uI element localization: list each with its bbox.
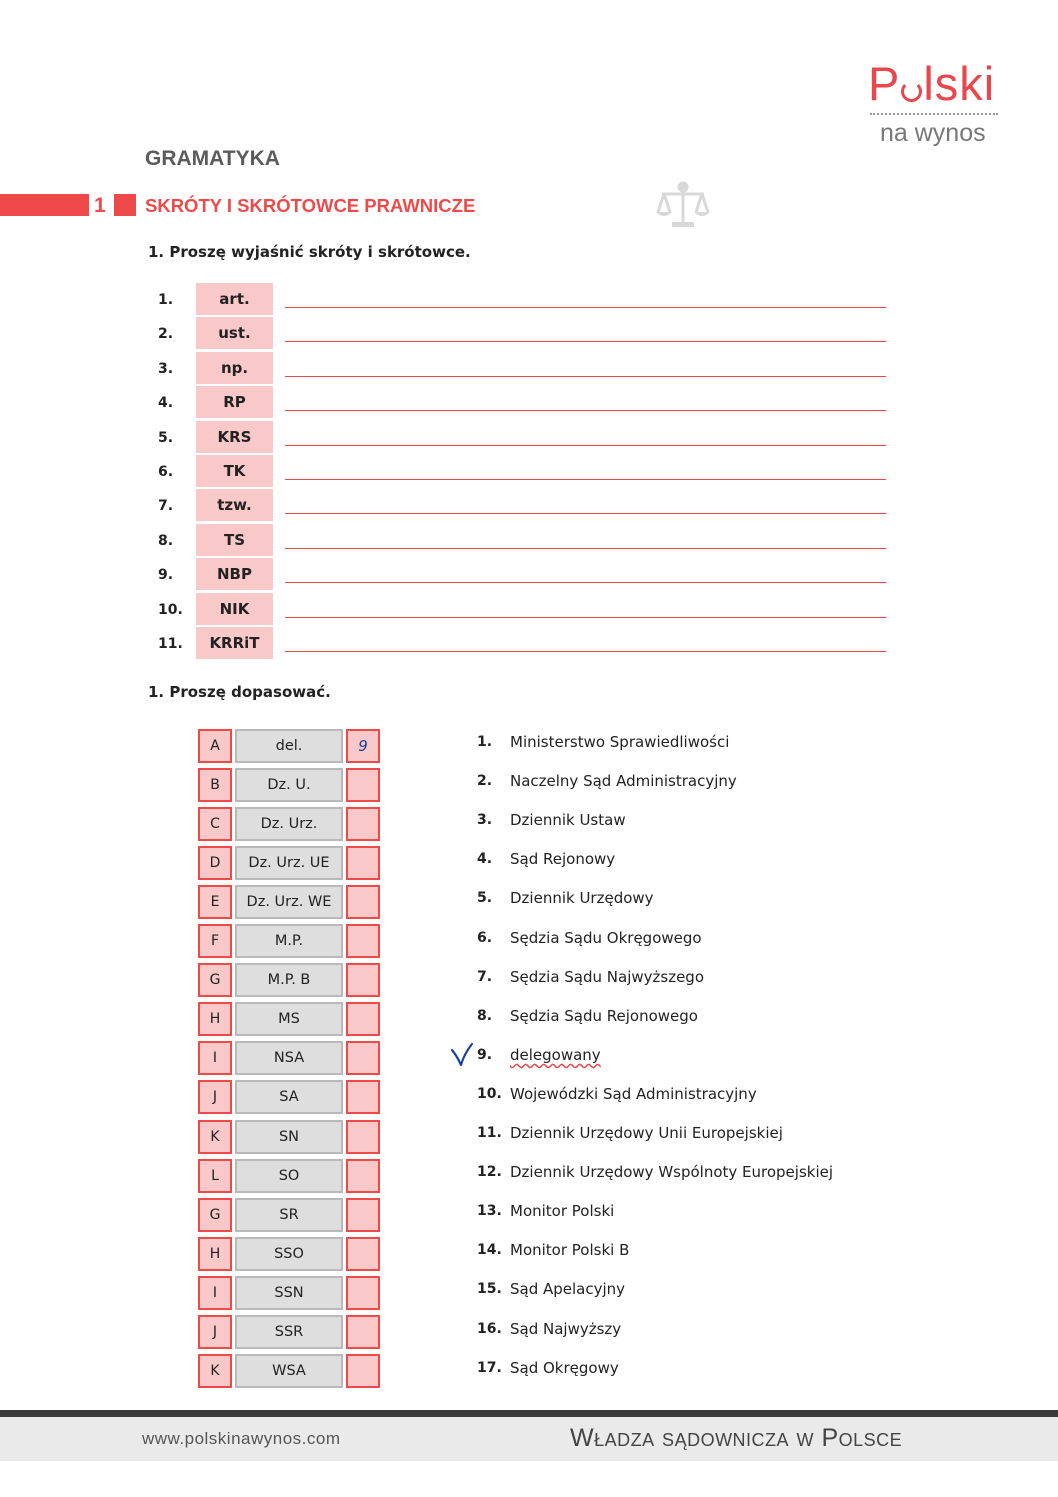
- abbr-item-number: 2.: [158, 326, 174, 343]
- definition-text: Dziennik Urzędowy Unii Europejskiej: [510, 1124, 783, 1142]
- answer-line[interactable]: [285, 548, 886, 549]
- definition-text: Sędzia Sądu Rejonowego: [510, 1006, 698, 1025]
- footer-url[interactable]: www.polskinawynos.com: [142, 1429, 341, 1448]
- match-letter: E: [198, 885, 232, 919]
- section-bar: [0, 194, 89, 216]
- match-abbr: SA: [235, 1080, 343, 1114]
- definition-number: 3.: [477, 812, 493, 829]
- abbr-item-number: 4.: [158, 395, 174, 412]
- brand-logo: [866, 58, 1001, 150]
- answer-box[interactable]: [346, 963, 380, 997]
- abbr-item-number: 11.: [158, 636, 183, 652]
- match-letter: L: [198, 1159, 232, 1193]
- definition-text: Sąd Najwyższy: [510, 1319, 622, 1338]
- definition-number: 7.: [477, 968, 493, 985]
- answer-line[interactable]: [285, 410, 886, 411]
- abbr-item-number: 5.: [158, 429, 174, 446]
- definition-text: delegowany: [510, 1045, 601, 1064]
- answer-box[interactable]: [346, 1041, 380, 1075]
- abbr-term: TS: [196, 524, 273, 556]
- answer-line[interactable]: [285, 617, 886, 618]
- definition-text: Monitor Polski: [510, 1202, 615, 1221]
- task1-instruction: 1. Proszę wyjaśnić skróty i skrótowce.: [148, 243, 471, 261]
- answer-box[interactable]: [346, 1080, 380, 1114]
- match-letter: J: [198, 1080, 232, 1114]
- definition-text: Sąd Apelacyjny: [510, 1280, 626, 1299]
- answer-line[interactable]: [285, 651, 886, 652]
- answer-box[interactable]: [346, 885, 380, 919]
- definition-number: 1.: [477, 734, 493, 750]
- definition-text: Monitor Polski B: [510, 1241, 630, 1260]
- logo-letter-p: P: [868, 57, 901, 110]
- match-abbr: MS: [235, 1002, 343, 1036]
- match-letter: J: [198, 1315, 232, 1349]
- section-marker: [114, 194, 136, 216]
- answer-box[interactable]: [346, 768, 380, 802]
- abbr-term: NBP: [196, 558, 273, 590]
- abbr-term: art.: [196, 283, 273, 315]
- answer-line[interactable]: [285, 341, 886, 342]
- definition-text: Dziennik Urzędowy Wspólnoty Europejskiej: [510, 1163, 834, 1182]
- definition-number: 8.: [477, 1007, 493, 1024]
- definition-text: Wojewódzki Sąd Administracyjny: [510, 1084, 757, 1103]
- definition-text: Dziennik Urzędowy: [510, 889, 654, 908]
- abbr-item-number: 3.: [158, 360, 174, 377]
- definition-number: 13.: [477, 1203, 502, 1220]
- definition-number: 2.: [477, 773, 493, 790]
- answer-box[interactable]: [346, 1354, 380, 1388]
- checkmark-icon: [450, 1042, 474, 1068]
- answer-line[interactable]: [285, 445, 886, 446]
- match-abbr: Dz. Urz. WE: [235, 885, 343, 919]
- match-letter: I: [198, 1276, 232, 1310]
- abbr-item-number: 8.: [158, 532, 174, 549]
- match-abbr: SSO: [235, 1237, 343, 1271]
- definition-number: 15.: [477, 1281, 502, 1298]
- abbr-term: KRRiT: [196, 627, 273, 659]
- definition-number: 12.: [477, 1164, 502, 1181]
- answer-box[interactable]: [346, 1315, 380, 1349]
- answer-line[interactable]: [285, 479, 886, 480]
- definition-text: Sędzia Sądu Okręgowego: [510, 928, 702, 947]
- logo-wordmark: [868, 58, 995, 110]
- abbr-item-number: 7.: [158, 498, 174, 515]
- answer-box[interactable]: [346, 1002, 380, 1036]
- scales-of-justice-icon: [654, 180, 712, 230]
- definition-text: Dziennik Ustaw: [510, 811, 626, 830]
- match-abbr: Dz. U.: [235, 768, 343, 802]
- match-abbr: SSN: [235, 1276, 343, 1310]
- answer-box[interactable]: [346, 1237, 380, 1271]
- match-abbr: M.P. B: [235, 963, 343, 997]
- abbr-term: RP: [196, 386, 273, 418]
- match-letter: I: [198, 1041, 232, 1075]
- task2-instruction: 1. Proszę dopasować.: [148, 683, 331, 701]
- match-abbr: Dz. Urz. UE: [235, 846, 343, 880]
- definition-text: Naczelny Sąd Administracyjny: [510, 772, 737, 791]
- abbr-term: ust.: [196, 317, 273, 349]
- logo-divider: [870, 113, 998, 115]
- definition-text: Ministerstwo Sprawiedliwości: [510, 733, 730, 751]
- match-letter: K: [198, 1120, 232, 1154]
- abbr-item-number: 1.: [158, 292, 174, 308]
- answer-line[interactable]: [285, 513, 886, 514]
- match-letter: G: [198, 963, 232, 997]
- abbr-item-number: 6.: [158, 464, 174, 480]
- match-abbr: SO: [235, 1159, 343, 1193]
- definition-number: 9.: [477, 1046, 493, 1063]
- match-letter: H: [198, 1237, 232, 1271]
- answer-box[interactable]: [346, 1120, 380, 1154]
- answer-box[interactable]: [346, 807, 380, 841]
- page-heading: GRAMATYKA: [145, 147, 280, 170]
- match-abbr: SN: [235, 1120, 343, 1154]
- match-abbr: M.P.: [235, 924, 343, 958]
- answer-box[interactable]: [346, 1276, 380, 1310]
- match-abbr: WSA: [235, 1354, 343, 1388]
- abbr-item-number: 9.: [158, 567, 174, 584]
- answer-box[interactable]: [346, 846, 380, 880]
- match-letter: H: [198, 1002, 232, 1036]
- match-abbr: del.: [235, 729, 343, 763]
- definition-text: Sąd Okręgowy: [510, 1358, 619, 1377]
- definition-number: 5.: [477, 890, 493, 907]
- match-letter: G: [198, 1198, 232, 1232]
- answer-line[interactable]: [285, 307, 886, 308]
- answer-box[interactable]: [346, 924, 380, 958]
- section-number: 1: [94, 194, 106, 217]
- answer-box[interactable]: [346, 1198, 380, 1232]
- match-letter: C: [198, 807, 232, 841]
- abbr-term: KRS: [196, 421, 273, 453]
- match-letter: K: [198, 1354, 232, 1388]
- logo-o-ring-icon: [901, 81, 922, 102]
- section-title: SKRÓTY I SKRÓTOWCE PRAWNICZE: [145, 195, 476, 216]
- definition-number: 16.: [477, 1320, 502, 1337]
- definition-number: 6.: [477, 929, 493, 946]
- match-abbr: Dz. Urz.: [235, 807, 343, 841]
- definition-number: 17.: [477, 1359, 502, 1376]
- abbr-item-number: 10.: [158, 601, 183, 618]
- match-letter: D: [198, 846, 232, 880]
- logo-subtitle: na wynos: [880, 119, 986, 147]
- logo-letters: lski: [923, 57, 996, 110]
- definition-number: 4.: [477, 851, 493, 868]
- abbr-term: NIK: [196, 593, 273, 625]
- definition-text: Sąd Rejonowy: [510, 850, 616, 869]
- definition-number: 14.: [477, 1242, 502, 1259]
- footer-title: Władza sądownicza w Polsce: [570, 1424, 903, 1452]
- definition-number: 11.: [477, 1125, 502, 1141]
- abbr-term: tzw.: [196, 489, 273, 521]
- match-letter: F: [198, 924, 232, 958]
- answer-line[interactable]: [285, 376, 886, 377]
- match-abbr: NSA: [235, 1041, 343, 1075]
- match-abbr: SSR: [235, 1315, 343, 1349]
- match-letter: B: [198, 768, 232, 802]
- footer-rule: [0, 1410, 1058, 1417]
- answer-box[interactable]: 9: [346, 729, 380, 763]
- definition-number: 10.: [477, 1085, 502, 1102]
- match-letter: A: [198, 729, 232, 763]
- answer-box[interactable]: [346, 1159, 380, 1193]
- answer-line[interactable]: [285, 582, 886, 583]
- definition-text: Sędzia Sądu Najwyższego: [510, 967, 704, 986]
- abbr-term: np.: [196, 352, 273, 384]
- abbr-term: TK: [196, 455, 273, 487]
- match-abbr: SR: [235, 1198, 343, 1232]
